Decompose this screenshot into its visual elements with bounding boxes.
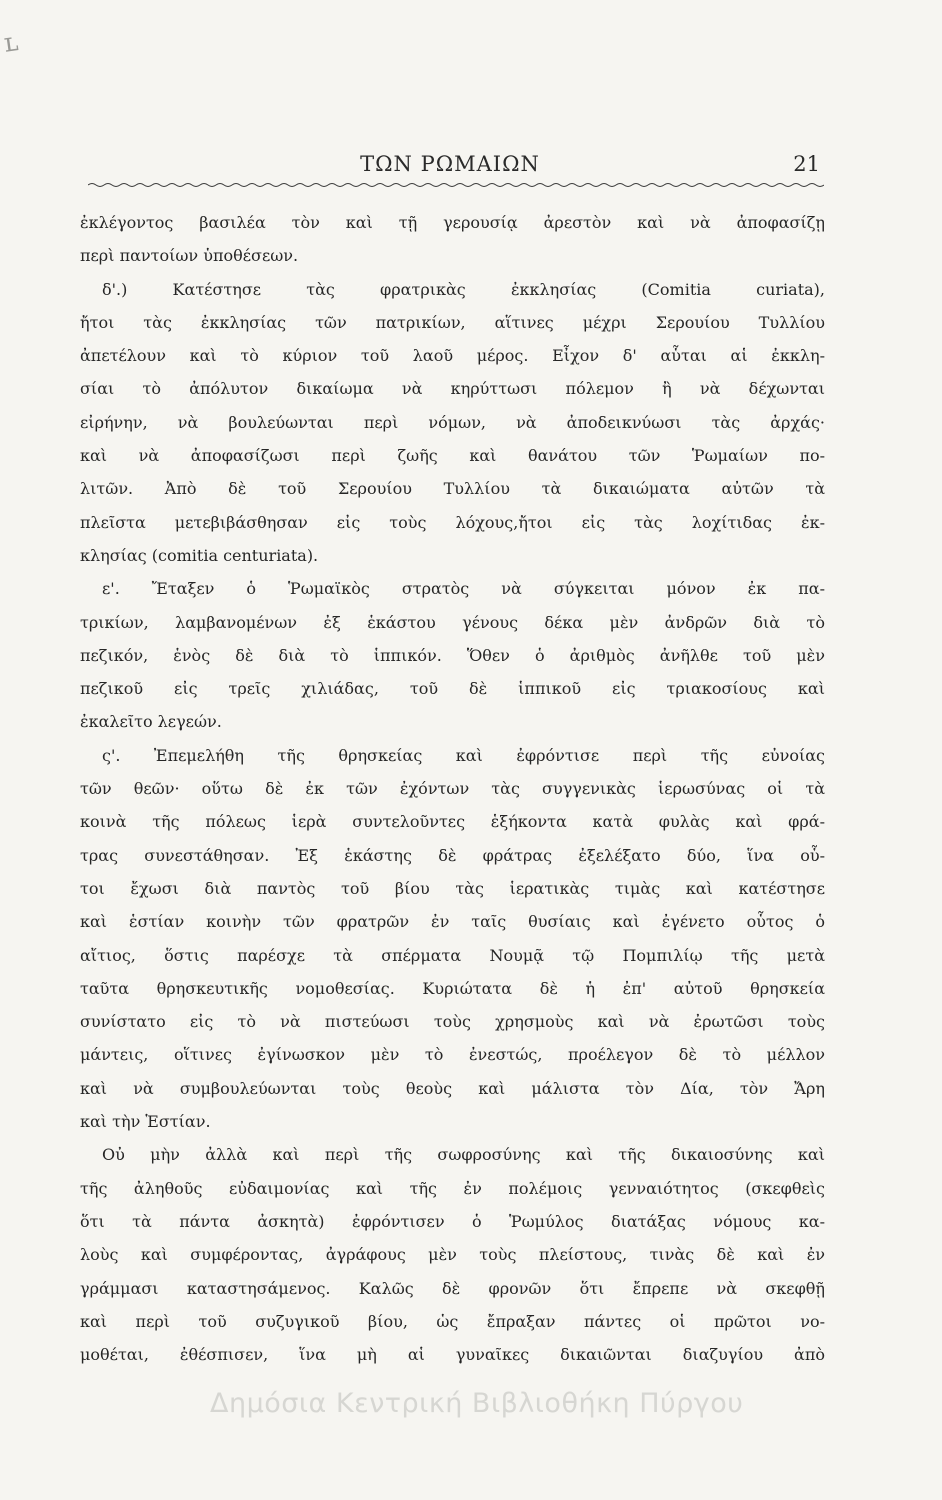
text-line: λιτῶν. Ἀπὸ δὲ τοῦ Σερουίου Τυλλίου τὰ δικαιώματα αὐτῶν τὰ	[80, 479, 825, 499]
text-line: συνίστατο εἰς τὸ νὰ πιστεύωσι τοὺς χρησμοὺς καὶ νὰ ἐρωτῶσι τοὺς	[80, 1012, 825, 1032]
text-line: τρικίων, λαμβανομένων ἐξ ἑκάστου γένους δέκα μὲν ἀνδρῶν διὰ τὸ	[80, 612, 825, 632]
text-line: κλησίας (comitia centuriata).	[80, 545, 319, 565]
text-line: μάντεις, οἵτινες ἐγίνωσκον μὲν τὸ ἐνεστώς, προέλεγον δὲ τὸ μέλλον	[80, 1045, 825, 1065]
text-line: ταῦτα θρησκευτικῆς νομοθεσίας. Κυριώτατα δὲ ἡ ἐπ' αὐτοῦ θρησκεία	[80, 978, 825, 998]
text-line: τῶν θεῶν· οὕτω δὲ ἐκ τῶν ἐχόντων τὰς συγγενικὰς ἱερωσύνας οἱ τὰ	[80, 779, 825, 799]
text-line: ἀπετέλουν καὶ τὸ κύριον τοῦ λαοῦ μέρος. Εἶχον δ' αὗται αἱ ἐκκλη-	[80, 346, 825, 366]
text-line: ἤτοι τὰς ἐκκλησίας τῶν πατρικίων, αἵτινες μέχρι Σερουίου Τυλλίου	[80, 312, 825, 332]
running-header	[80, 152, 820, 182]
text-line: τῆς ἀληθοῦς εὐδαιμονίας καὶ τῆς ἐν πολέμοις γενναιότητος (σκεφθεὶς	[80, 1178, 825, 1198]
text-line: κοινὰ τῆς πόλεως ἱερὰ συντελοῦντες ἑξήκοντα κατὰ φυλὰς καὶ φρά-	[80, 812, 825, 832]
page-title: ΤΩΝ ΡΩΜΑΙΩΝ	[360, 152, 540, 176]
text-line: μοθέται, ἐθέσπισεν, ἵνα μὴ αἱ γυναῖκες δικαιῶνται διαζυγίου ἀπὸ	[80, 1345, 825, 1365]
pencil-mark: ʟ	[1, 27, 21, 59]
text-line: δ'.) Κατέστησε τὰς φρατρικὰς ἐκκλησίας (Comitia curiata),	[102, 279, 825, 299]
text-line: ς'. Ἐπεμελήθη τῆς θρησκείας καὶ ἐφρόντισε περὶ τῆς εὐνοίας	[102, 745, 825, 765]
text-line: ἐκλέγοντος βασιλέα τὸν καὶ τῇ γερουσίᾳ ἀρεστὸν καὶ νὰ ἀποφασίζῃ	[80, 213, 825, 232]
text-line: εἰρήνην, νὰ βουλεύωνται περὶ νόμων, νὰ ἀποδεικνύωσι τὰς ἀρχάς·	[80, 412, 825, 432]
text-line: αἴτιος, ὅστις παρέσχε τὰ σπέρματα Νουμᾷ τῷ Πομπιλίῳ τῆς μετὰ	[80, 945, 825, 965]
wavy-header-rule	[88, 182, 824, 188]
text-line: τοι ἔχωσι διὰ παντὸς τοῦ βίου τὰς ἱερατικὰς τιμὰς καὶ κατέστησε	[80, 878, 825, 898]
text-line: ὅτι τὰ πάντα ἀσκητὰ) ἐφρόντισεν ὁ Ῥωμύλος διατάξας νόμους κα-	[80, 1211, 825, 1231]
text-line: πεζικοῦ εἰς τρεῖς χιλιάδας, τοῦ δὲ ἱππικοῦ εἰς τριακοσίους καὶ	[80, 679, 825, 699]
text-line: γράμμασι καταστησάμενος. Καλῶς δὲ φρονῶν ὅτι ἔπρεπε νὰ σκεφθῇ	[80, 1278, 825, 1298]
text-line: ε'. Ἔταξεν ὁ Ῥωμαϊκὸς στρατὸς νὰ σύγκειται μόνον ἐκ πα-	[102, 579, 825, 599]
text-line: ἐκαλεῖτο λεγεών.	[80, 712, 222, 732]
text-line: καὶ περὶ τοῦ συζυγικοῦ βίου, ὡς ἔπραξαν πάντες οἱ πρῶτοι νο-	[80, 1311, 825, 1331]
text-line: λοὺς καὶ συμφέροντας, ἀγράφους μὲν τοὺς πλείστους, τινὰς δὲ καὶ ἐν	[80, 1245, 825, 1265]
text-line: καὶ ἑστίαν κοινὴν τῶν φρατρῶν ἐν ταῖς θυσίαις καὶ ἐγένετο οὗτος ὁ	[80, 912, 825, 932]
text-line: τρας συνεστάθησαν. Ἐξ ἑκάστης δὲ φράτρας ἐξελέξατο δύο, ἵνα οὗ-	[80, 845, 825, 865]
page-number: 21	[793, 152, 820, 176]
text-line: καὶ νὰ ἀποφασίζωσι περὶ ζωῆς καὶ θανάτου τῶν Ῥωμαίων πο-	[80, 446, 825, 466]
text-line: πλεῖστα μετεβιβάσθησαν εἰς τοὺς λόχους,ἤτοι εἰς τὰς λοχίτιδας ἐκ-	[80, 512, 825, 532]
text-line: καὶ νὰ συμβουλεύωνται τοὺς θεοὺς καὶ μάλιστα τὸν Δία, τὸν Ἄρη	[80, 1078, 825, 1098]
body-text	[80, 206, 825, 1371]
text-line: περὶ παντοίων ὑποθέσεων.	[80, 246, 299, 266]
library-watermark: Δημόσια Κεντρική Βιβλιοθήκη Πύργου	[210, 1388, 744, 1419]
text-line: πεζικόν, ἑνὸς δὲ διὰ τὸ ἱππικόν. Ὅθεν ὁ ἀριθμὸς ἀνῆλθε τοῦ μὲν	[80, 645, 825, 665]
text-line: Οὐ μὴν ἀλλὰ καὶ περὶ τῆς σωφροσύνης καὶ τῆς δικαιοσύνης καὶ	[102, 1145, 825, 1165]
text-line: καὶ τὴν Ἑστίαν.	[80, 1112, 211, 1132]
text-line: σίαι τὸ ἀπόλυτον δικαίωμα νὰ κηρύττωσι πόλεμον ἢ νὰ δέχωνται	[80, 379, 825, 399]
